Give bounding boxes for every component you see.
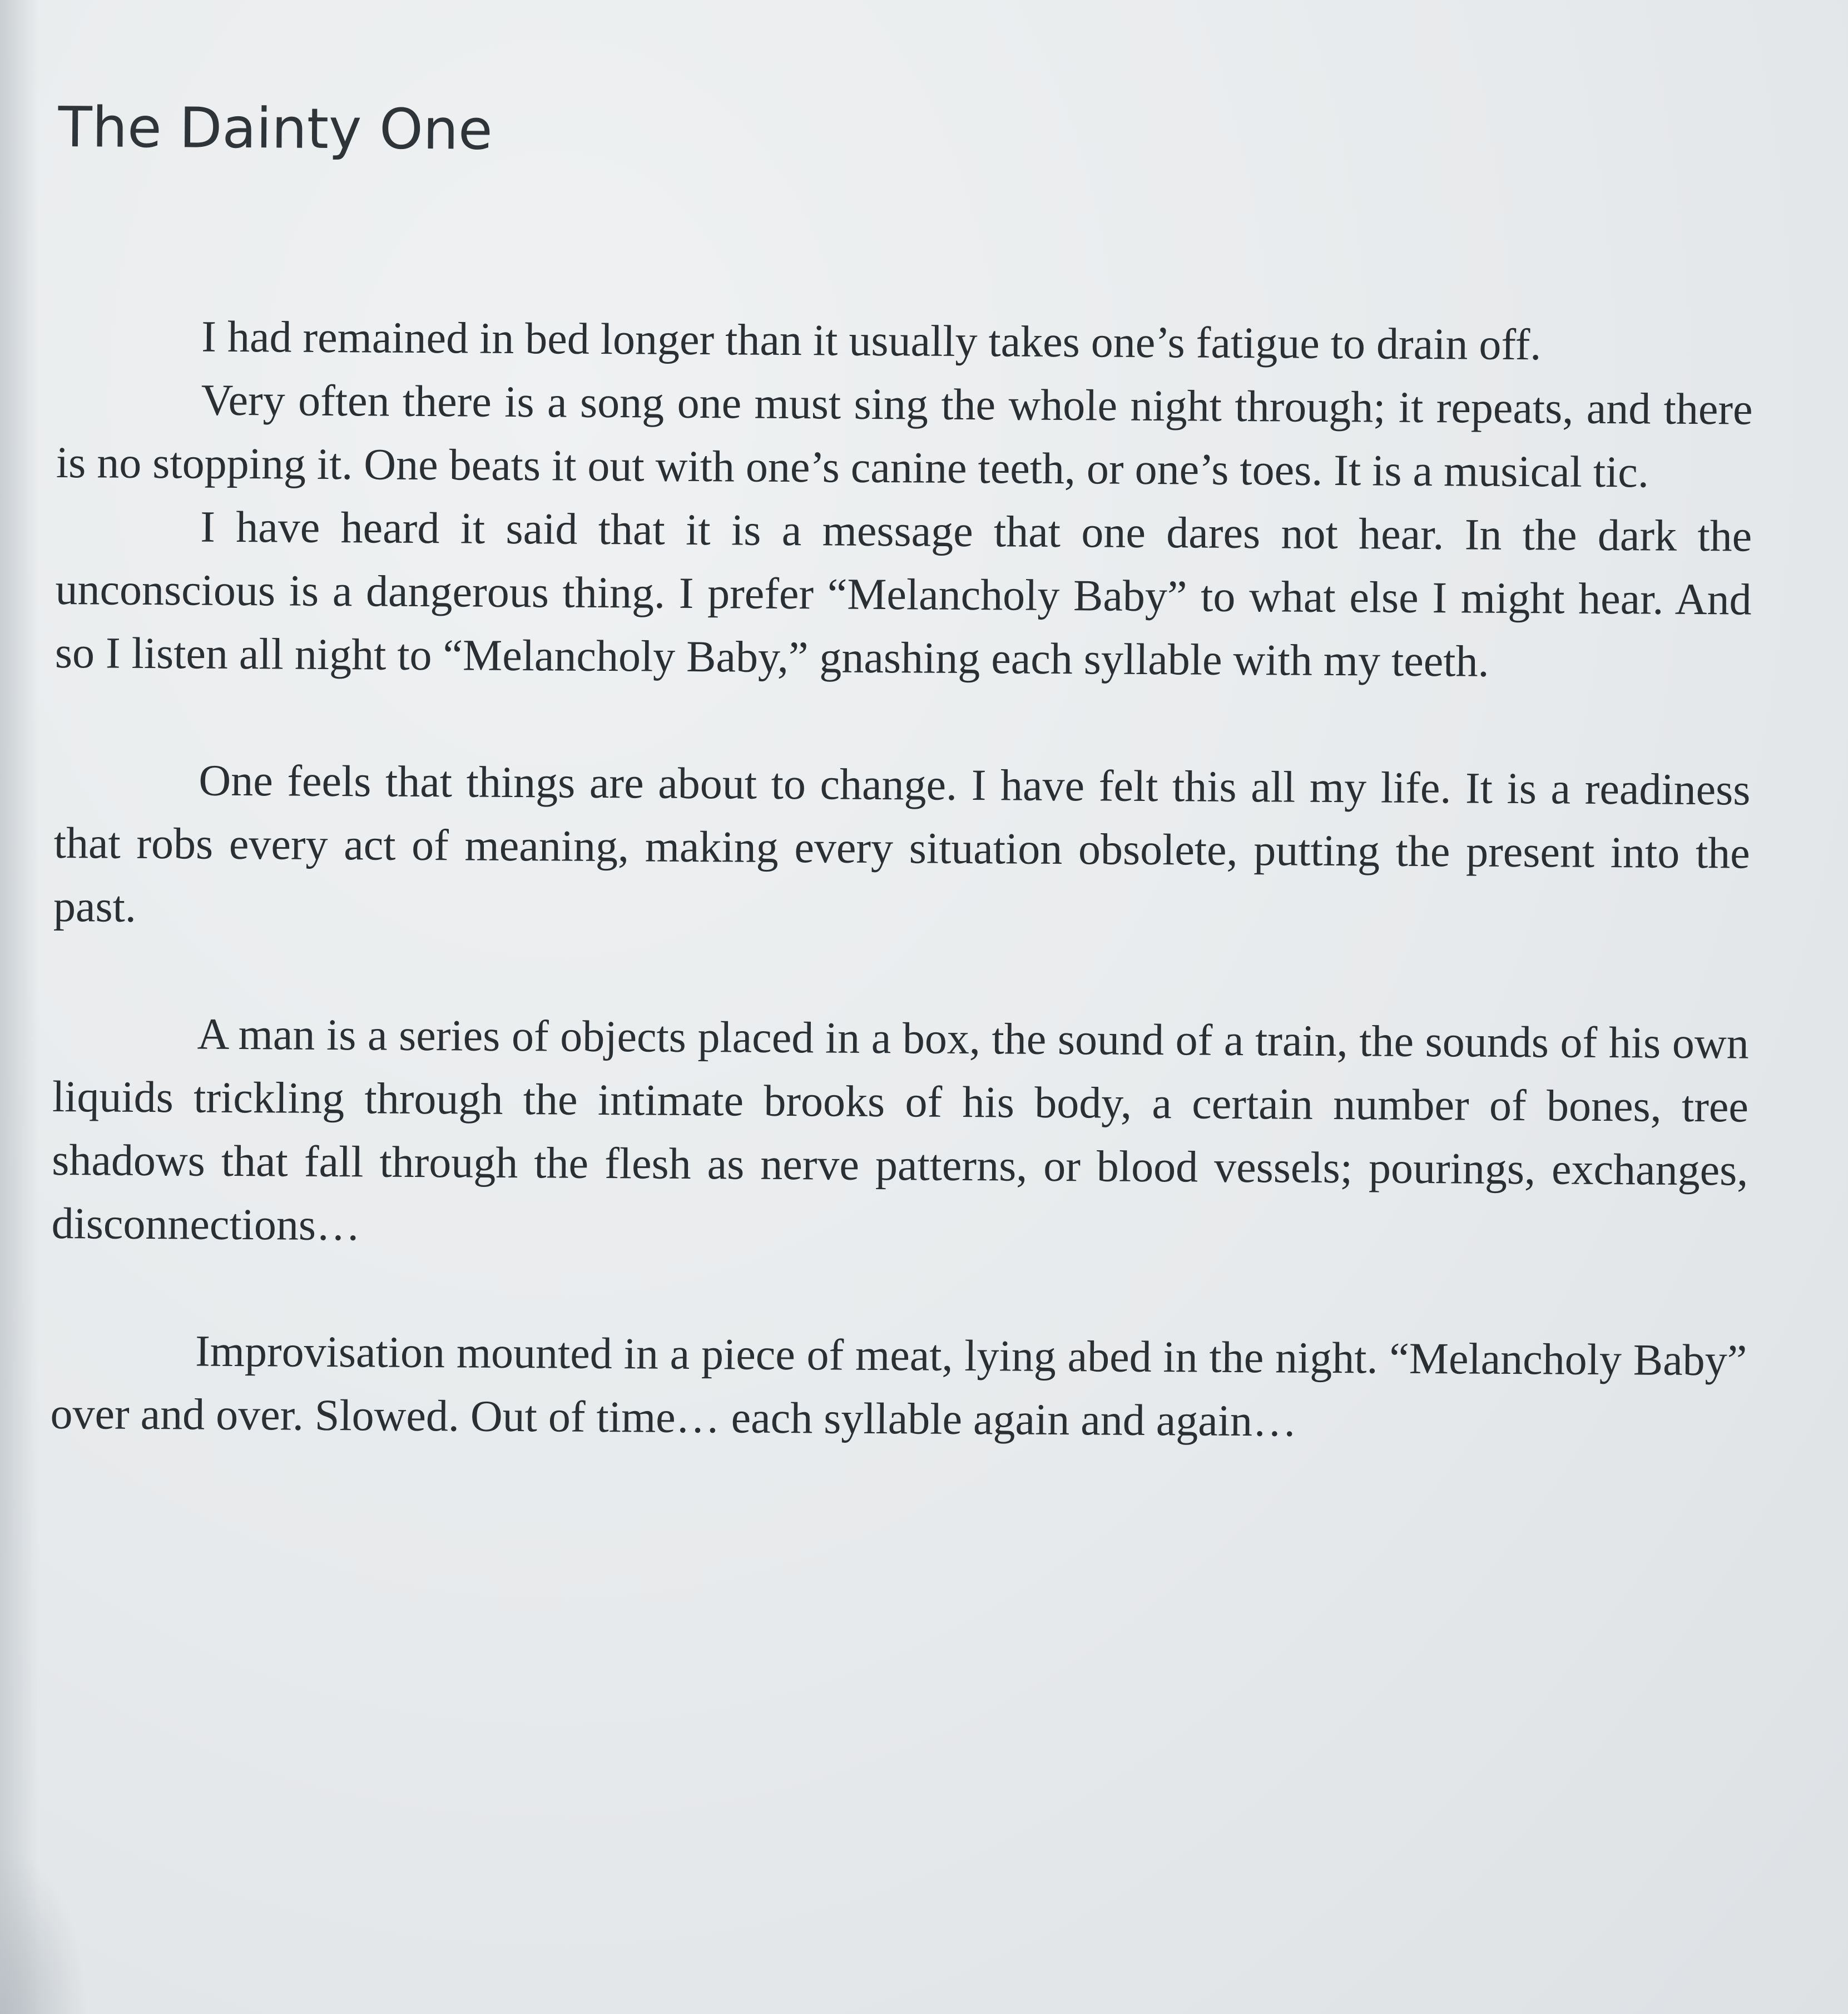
paragraph: One feels that things are about to change. I have felt this all my life. It is a readiness that robs every act of meaning, making every situation obsolete, putting the present into the past.	[53, 756, 1751, 932]
page-corner-shadow	[0, 1847, 89, 2014]
paragraph: I have heard it said that it is a message that one dares not hear. In the dark the unconscious is a dangerous thing. I prefer “Melancholy Baby” to what else I might hear. And so I listen all night to “Melancholy Baby,” gnashing each syllable with my teeth.	[55, 502, 1752, 686]
paragraph: Improvisation mounted in a piece of meat, lying abed in the night. “Melancholy Baby” over and over. Slowed. Out of time… each syllable again and again…	[50, 1327, 1747, 1446]
section-break	[53, 938, 1750, 1012]
paragraph: A man is a series of objects placed in a box, the sound of a train, the sounds of his own liquids trickling through the intimate brooks of his body, a certain number of bones, tree shadows that fall through the flesh as nerve patterns, or blood vessels; pourings, exchanges, disconnections…	[51, 1010, 1749, 1250]
page-content	[50, 95, 1755, 1456]
section-break	[51, 1255, 1748, 1329]
chapter-title: The Dainty One	[58, 95, 493, 162]
section-break	[55, 685, 1751, 759]
paragraph: Very often there is a song one must sing the whole night through; it repeats, and there is no stopping it. One beats it out with one’s canine teeth, or one’s toes. It is a musical tic.	[56, 375, 1753, 497]
page-gutter-shadow	[0, 0, 39, 2014]
paragraph: I had remained in bed longer than it usually takes one’s fatigue to drain off.	[201, 312, 1542, 370]
